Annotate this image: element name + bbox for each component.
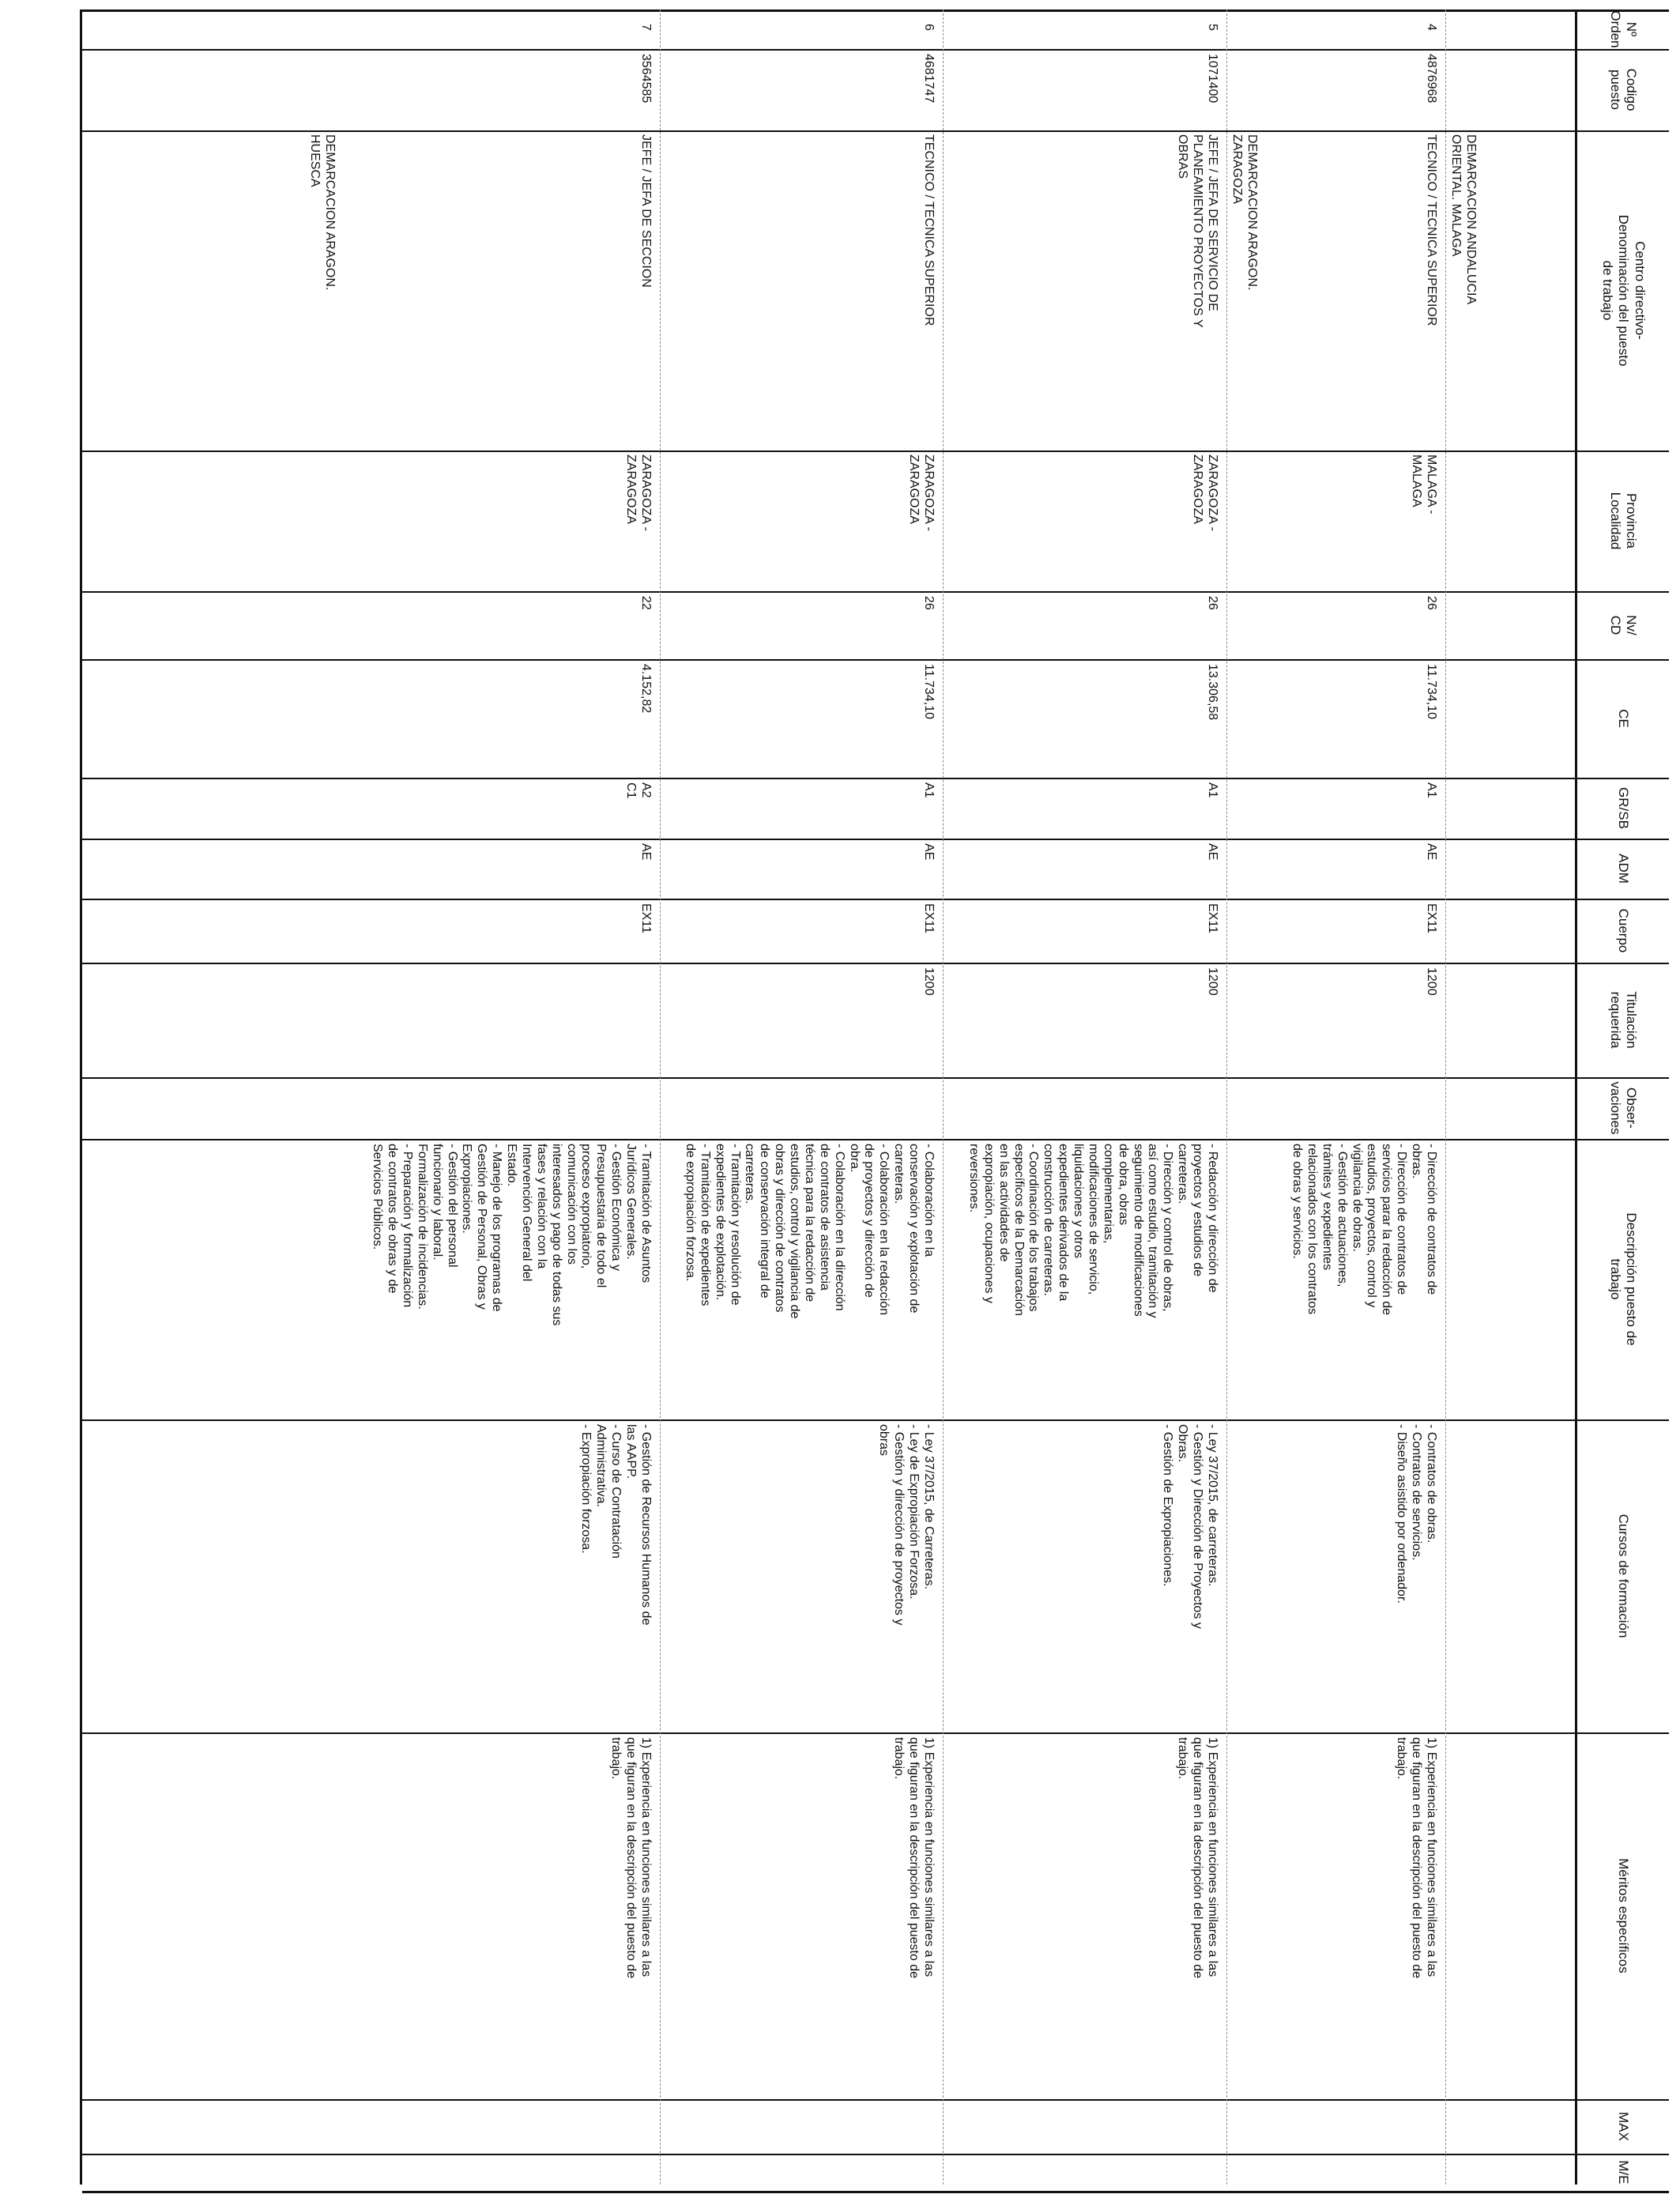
ce-cell: 11.734,10 — [922, 664, 936, 719]
grupo-cell: A1 — [1425, 782, 1438, 798]
column-line — [82, 778, 1669, 779]
column-line — [82, 963, 1669, 964]
descripcion-cell: - Colaboración en la conservación y explotación de carreteras. - Colaboración en la redacción de proyectos y dirección de obra. - Colaboración en la dirección de contratos de asistencia técnica para la redacción de estudios, control y vigilancia de obras y dirección de contratos de conservación integral de carreteras. - Tramitación y resolución de expedientes de explotación. - Tramitación de expedientes de expropiación forzosa. — [684, 1144, 936, 1319]
nivel-cell: 22 — [639, 596, 653, 610]
meritos-cell: 1) Experiencia en funciones similares a las que figuran en la descripción del puesto de trabajo. — [1395, 1737, 1438, 1979]
centro-directivo-label: DEMARCACION ARAGON. ZARAGOZA — [1230, 134, 1259, 291]
column-line — [82, 130, 1669, 132]
meritos-cell: 1) Experiencia en funciones similares a las que figuran en la descripción del puesto de trabajo. — [892, 1737, 936, 1979]
orden-cell: 7 — [639, 24, 653, 31]
column-line — [82, 1139, 1669, 1140]
table-bottom-rule — [80, 9, 82, 2185]
orden-cell: 4 — [1425, 24, 1438, 31]
column-line — [82, 1732, 1669, 1734]
column-line — [82, 1077, 1669, 1079]
column-line — [82, 1419, 1669, 1421]
titulacion-cell: 1200 — [1206, 967, 1219, 996]
header-nivel: Nv/ CD — [1608, 615, 1640, 635]
puesto-cell: JEFE / JEFA DE SERVICIO DE PLANEAMIENTO PROYECTOS Y OBRAS — [1176, 134, 1219, 328]
cursos-cell: - Contratos de obras. - Contratos de servicios. - Diseño asistido por ordenador. — [1395, 1424, 1438, 1604]
puesto-cell: TECNICO / TECNICA SUPERIOR — [922, 134, 936, 326]
row-divider — [943, 9, 944, 2185]
puesto-cell: TECNICO / TECNICA SUPERIOR — [1425, 134, 1438, 326]
codigo-cell: 4876968 — [1425, 54, 1438, 104]
grupo-cell: A2 C1 — [624, 782, 653, 799]
column-line — [82, 899, 1669, 900]
header-centro: Centro directivo- Denominación del puesto de trabajo — [1599, 214, 1648, 367]
cursos-cell: - Gestión de Recursos Humanos de las AAPP. - Curso de Contratación Administrativa. - Expropiación forzosa. — [579, 1424, 653, 1626]
adm-cell: AE — [1425, 843, 1438, 861]
codigo-cell: 1071400 — [1206, 54, 1219, 104]
grupo-cell: A1 — [922, 782, 936, 798]
header-me: M/E — [1616, 2160, 1632, 2185]
titulacion-cell: 1200 — [1425, 967, 1438, 996]
puesto-cell: JEFE / JEFA DE SECCION — [639, 134, 653, 288]
column-line — [82, 659, 1669, 661]
meritos-cell: 1) Experiencia en funciones similares a las que figuran en la descripción del puesto de trabajo. — [609, 1737, 653, 1979]
cuerpo-cell: EX11 — [1206, 903, 1219, 933]
descripcion-cell: - Redacción y dirección de proyectos y estudios de carreteras. - Dirección y control de obras, así como estudio, tramitación y seguimiento de modificaciones de obra, obras complementarias, modificaciones de servicio, liquidaciones y otros expedientes derivados de la construcción de carreteras. - Coordinación de los trabajos específicos de la Demarcación en las actividades de expropiación, ocupaciones y reversiones. — [967, 1144, 1219, 1318]
header-descripcion: Descripción puesto de trabajo — [1608, 1212, 1640, 1346]
descripcion-cell: - Tramitación de Asuntos Jurídicos Generales. - Gestión Económica y Presupuestaria de todo el proceso expropiatorio, comunicación con los interesados y pago de todas sus fases y relación con la Intervención General del Estado. - Manejo de los programas de Gestión de Personal, Obras y Expropiaciones. - Gestión del personal funcionario y laboral. Formalización de incidencias. - Preparación y formalización de contratos de obras y de Servicios Públicos. — [371, 1144, 653, 1326]
ce-cell: 13.306,58 — [1206, 664, 1219, 721]
centro-directivo-label: DEMARCACION ANDALUCIA ORIENTAL. MALAGA — [1449, 134, 1478, 305]
orden-cell: 5 — [1206, 24, 1219, 31]
grupo-cell: A1 — [1206, 782, 1219, 798]
column-line — [82, 2099, 1669, 2101]
header-grupo: GR/SB — [1616, 787, 1632, 829]
titulacion-cell: 1200 — [922, 967, 936, 996]
header-titulacion: Titulación requerida — [1608, 991, 1640, 1049]
header-meritos: Méritos específicos — [1616, 1858, 1632, 1973]
row-divider — [660, 9, 661, 2185]
adm-cell: AE — [1206, 843, 1219, 861]
orden-cell: 6 — [922, 24, 936, 31]
cursos-cell: - Ley 37/2015, de carreteras. - Gestión y Dirección de Proyectos y Obras. - Gestión de Expropiaciones. — [1161, 1424, 1219, 1629]
column-line — [82, 591, 1669, 593]
header-cuerpo: Cuerpo — [1616, 908, 1632, 953]
header-max: MAX — [1616, 2112, 1632, 2141]
column-line — [82, 450, 1669, 452]
meritos-cell: 1) Experiencia en funciones similares a las que figuran en la descripción del puesto de trabajo. — [1176, 1737, 1219, 1979]
cuerpo-cell: EX11 — [922, 903, 936, 933]
column-line — [82, 2191, 1669, 2193]
cuerpo-cell: EX11 — [639, 903, 653, 933]
provincia-cell: MALAGA - MALAGA — [1410, 454, 1438, 515]
cuerpo-cell: EX11 — [1425, 903, 1438, 933]
ce-cell: 4.152,82 — [639, 664, 653, 714]
header-observaciones: Obser- vaciones — [1608, 1081, 1640, 1135]
column-line — [82, 49, 1669, 51]
header-codigo: Codigo puesto — [1608, 68, 1640, 111]
provincia-cell: ZARAGOZA - ZARAGOZA — [907, 454, 936, 531]
column-line — [82, 839, 1669, 840]
adm-cell: AE — [639, 843, 653, 861]
provincia-cell: ZARAGOZA - ZARAGOZA — [624, 454, 653, 531]
provincia-cell: ZARAGOZA - ZARAGOZA — [1191, 454, 1219, 531]
column-line — [82, 2154, 1669, 2155]
header-orden: Nº Orden — [1608, 10, 1640, 48]
row-divider — [1226, 9, 1227, 2185]
descripcion-cell: - Dirección de contratos de obras. - Dirección de contratos de servicios parar la redacción de estudios, proyectos, control y vigilancia de obras. - Gestión de actuaciones, trámites y expedientes relacionados con los contratos de obras y servicios. — [1290, 1144, 1438, 1315]
nivel-cell: 26 — [922, 596, 936, 610]
adm-cell: AE — [922, 843, 936, 861]
centro-directivo-label: DEMARCACION ARAGON. HUESCA — [308, 134, 337, 291]
cursos-cell: - Ley 37/2015, de Carreteras. - Ley de Expropiación Forzosa. - Gestión y dirección de proyectos y obras — [877, 1424, 936, 1626]
header-provincia: Provincia Localidad — [1608, 492, 1640, 550]
codigo-cell: 4681747 — [922, 54, 936, 104]
column-line — [82, 9, 1669, 12]
header-cursos: Cursos de formación — [1616, 1514, 1632, 1638]
header-ce: CE — [1616, 709, 1632, 728]
header-adm: ADM — [1616, 854, 1632, 884]
ce-cell: 11.734,10 — [1425, 664, 1438, 719]
codigo-cell: 3564585 — [639, 54, 653, 104]
nivel-cell: 26 — [1206, 596, 1219, 610]
header-bottom-rule — [1575, 9, 1577, 2185]
nivel-cell: 26 — [1425, 596, 1438, 610]
row-divider — [1445, 9, 1446, 2185]
